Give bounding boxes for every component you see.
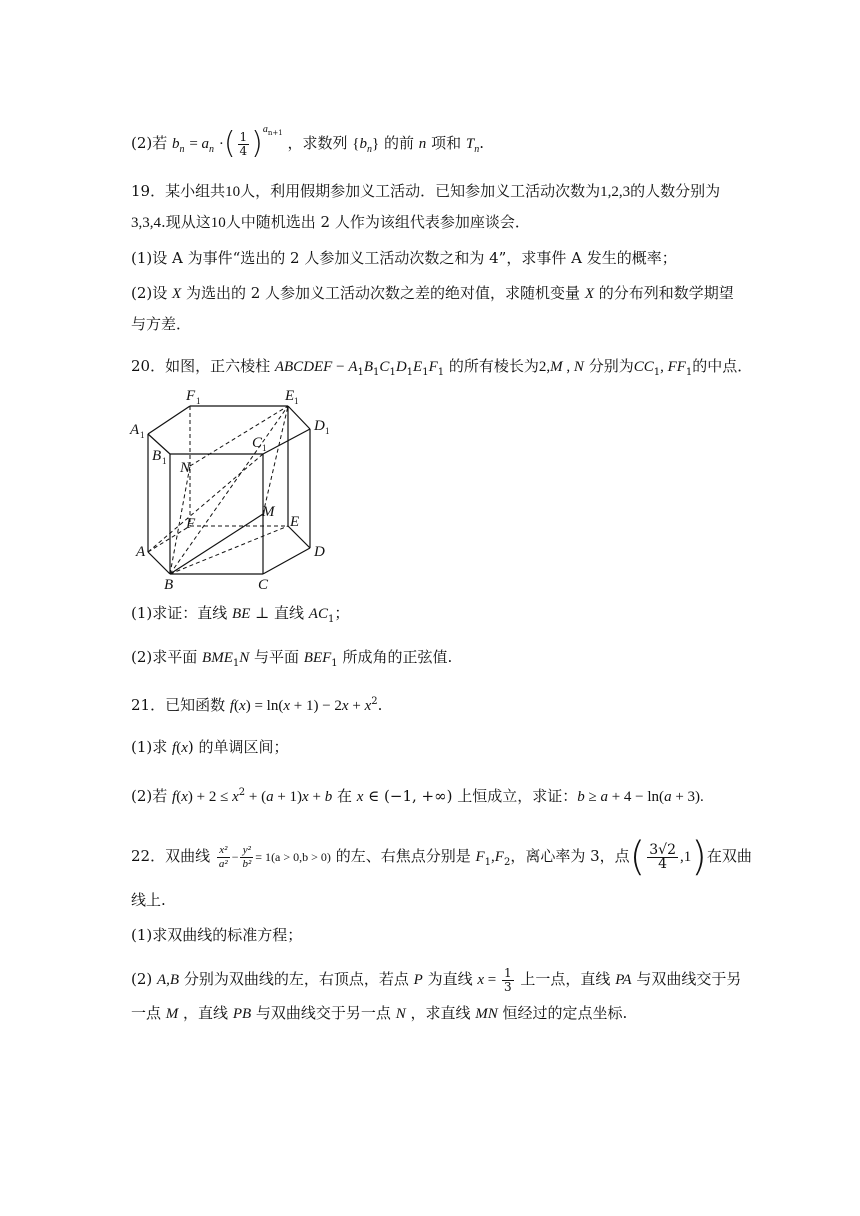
q19-text: 的分布列和数学期望: [594, 284, 734, 302]
q19-text: 19．某小组共: [131, 182, 226, 200]
q21-part2: (2)若 $f(x) + 2 \le x^2 + (a + 1)x + b$ 在 x ∈ (−1, +∞) 上恒成立，求证：b ≥ a + 4 − ln(a + 3).: [131, 787, 704, 805]
label-C1: C: [252, 435, 263, 451]
label-E1: E: [285, 388, 295, 404]
label-N: N: [180, 460, 191, 476]
svg-text:1: 1: [325, 426, 330, 436]
segment-BE1: [170, 406, 288, 574]
q19-text: 的人数分别为: [630, 182, 721, 200]
q19-text: .现从这: [161, 213, 211, 231]
q20-text: (1)求证：直线: [131, 604, 233, 622]
fraction: $\frac{1}{4}$: [239, 129, 248, 158]
label-F1: F: [186, 388, 196, 404]
math-sub: n: [209, 144, 215, 155]
svg-text:1: 1: [294, 396, 299, 406]
q20-text: 分别为: [583, 357, 634, 375]
edge-A1F1: [148, 406, 190, 434]
q22-part1: [131, 925, 302, 945]
q19-text: (2)设: [131, 284, 173, 302]
exponent: a: [262, 124, 268, 135]
q22-part2: (2) A,B 分别为双曲线的左，右顶点，若点 P 为直线 x = $\frac{1}{3}$ 上一点，直线 PA 与双曲线交于另: [131, 965, 742, 994]
math-sub: n: [367, 144, 372, 155]
label-D: D: [314, 544, 325, 560]
q21-part1: (1)求 f(x) 的单调区间；: [131, 738, 289, 756]
segment-AC1: [148, 454, 263, 552]
svg-text:1: 1: [140, 430, 145, 440]
hexagonal-prism-figure: [128, 384, 358, 594]
label-C: C: [258, 577, 269, 593]
q20-part1: (1)求证：直线 BE ⊥ 直线 $AC_1$；: [131, 604, 350, 625]
label-E: E: [290, 514, 300, 530]
q21-text: 21．已知函数: [131, 696, 230, 714]
q20-text: 的中点．: [692, 357, 753, 375]
math-X: X: [584, 286, 594, 302]
segment-ME1: [263, 406, 288, 514]
q19-text: 为选出的 2 人参加义工活动次数之差的绝对值，求随机变量: [181, 284, 585, 302]
svg-text:1: 1: [262, 443, 267, 453]
q18-text: (2)若: [131, 134, 168, 152]
q19-part2: [131, 283, 734, 304]
q22-line2: [131, 890, 166, 910]
q22-line1: 22．双曲线 $\frac{\text{x²}}{\text{a²}}$ − $\frac{\text{y²}}{\text{b²}}$ = 1(a > 0,b > 0) 的左、右焦点分别是 $F_1,F_2$，离心率为 3，点( $\frac{3√2}{4}$ ,1)在双曲: [131, 834, 752, 880]
edge-CD: [263, 548, 310, 574]
q19-text: 人，利用假期参加义工活动．已知参加义工活动次数为: [240, 182, 601, 200]
q21-text: ) 的单调区间；: [187, 738, 289, 756]
math-prism: ABCDEF: [274, 359, 333, 375]
svg-text:1: 1: [196, 396, 201, 406]
q22-text: 线上.: [131, 891, 166, 909]
q22-part2-cont: 一点 M ，直线 PB 与双曲线交于另一点 N ，求直线 MN 恒经过的定点坐标.: [131, 1004, 628, 1022]
label-F: F: [186, 516, 196, 532]
math-sub: n: [179, 144, 185, 155]
label-M: M: [262, 504, 275, 520]
math-num: 10: [210, 215, 226, 231]
q20-text: 的所有棱长为: [444, 357, 539, 375]
math-a: a: [201, 136, 210, 152]
q18-text: 项和: [431, 134, 462, 152]
math-n: n: [418, 136, 427, 152]
label-D1: D: [314, 418, 325, 434]
q21-line1: 21．已知函数 $f(x) = \ln(x + 1) - 2x + x^2$.: [131, 696, 383, 714]
q22-text: (1)求双曲线的标准方程；: [131, 926, 303, 944]
q20-text: 所成角的正弦值.: [337, 648, 453, 666]
q19-part1: [131, 248, 677, 268]
q19-text: 人中随机选出 2 人作为该组代表参加座谈会．: [225, 213, 530, 231]
q21-text: (1)求: [131, 738, 173, 756]
q20-line1: 20．如图，正六棱柱 ABCDEF − $A_1B_1C_1D_1E_1F_1$ 的所有棱长为2,M , N 分别为$CC_1$, $FF_1$的中点．: [131, 357, 753, 378]
q18-text: 的前: [383, 134, 414, 152]
exponent-sub: n+1: [267, 129, 283, 137]
q20-text: 20．如图，正六棱柱: [131, 357, 275, 375]
edge-AF: [148, 526, 190, 552]
math-T: T: [465, 136, 475, 152]
segment-BE: [170, 526, 288, 574]
edge-D1C1: [263, 429, 310, 454]
q19-line1: [131, 181, 720, 202]
q19-part2-cont: [131, 314, 191, 334]
q18-part2: (2)若 $b_n = a_n$ ·( $\frac{1}{4}$ )$^{a_{n+1}}$ ，求数列 $\{b_n\}$ 的前 n 项和 $T_n$.: [131, 124, 484, 161]
label-B1: B: [152, 448, 162, 464]
q19-text: 与方差．: [131, 315, 192, 333]
math-sub: n: [474, 144, 480, 155]
math-num: 3,3,4: [131, 215, 161, 231]
edge-E1D1: [288, 406, 310, 429]
label-A1: A: [130, 422, 140, 438]
label-B: B: [164, 577, 174, 593]
edge-AB: [148, 552, 170, 574]
q18-text: ，求数列: [287, 134, 348, 152]
q19-line2: [131, 212, 530, 233]
math-num: 10: [225, 184, 241, 200]
segment-BM: [170, 514, 263, 574]
label-A: A: [136, 544, 146, 560]
math-X: X: [172, 286, 182, 302]
math-b: b: [172, 136, 180, 152]
q20-text: (2)求平面: [131, 648, 203, 666]
q20-part2: (2)求平面 $BME_1N$ 与平面 $BEF_1$ 所成角的正弦值.: [131, 648, 453, 669]
svg-text:1: 1: [162, 456, 167, 466]
q19-text: (1)设 A 为事件“选出的 2 人参加义工活动次数之和为 4”，求事件 A 发生的概率；: [131, 249, 677, 267]
math-num: 1,2,3: [600, 184, 631, 200]
math-b: b: [359, 136, 367, 152]
q22-text: 22．双曲线: [131, 847, 211, 865]
segment-NE1: [190, 406, 288, 466]
